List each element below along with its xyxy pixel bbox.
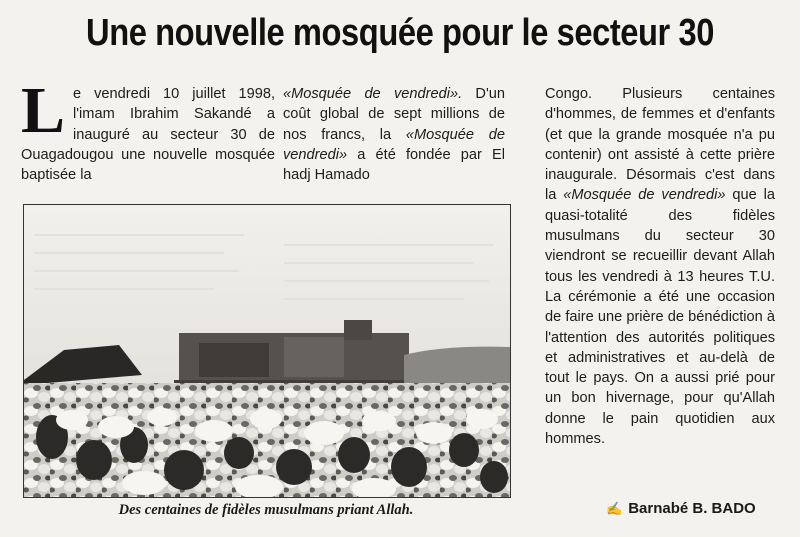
article-text: D'un coût global de sept millions de nos francs, la [283,86,505,143]
article-text: e vendredi 10 juillet 1998, l'imam Ibrahim Sakandé a inauguré au secteur 30 de Ouagadougou une nouvelle mosquée baptisée la [21,86,275,184]
article-column-1 [21,74,275,185]
article-text: a été fondée par El hadj Hamado [283,146,505,184]
article-text: que la quasi-totalité des fidèles musulmans du secteur 30 viendront se recueillir devant Allah tous les vendredi à 13 heures T.U. La cérémonie a été une occasion de faire une prière de bénédiction à l'attention des autorités politiques et administratives et au-delà de tout le pays. On a aussi prié pour un bon hivernage, pour qu'Allah donne le pain quotidien aux hommes. [545,187,775,448]
pen-icon: ✍ [606,501,623,516]
author-name: Barnabé B. BADO [628,500,756,517]
quote-mosque-name: «Mosquée de vendredi» [283,126,505,163]
article-text: Congo. Plusieurs centaines d'hommes, de femmes et d'enfants (et que la grande mosquée n'a pu contenir) ont assisté à cette prière inaugurale. Désormais c'est dans la [545,86,775,204]
photo-caption: Des centaines de fidèles musulmans priant Allah. [118,502,414,518]
byline [606,500,756,517]
quote-mosque-name: «Mosquée de vendredi» [563,187,726,204]
headline: Une nouvelle mosquée pour le secteur 30 [86,12,714,54]
drop-cap: L [21,74,66,147]
quote-mosque-name: «Mosquée de vendredi». [283,86,463,102]
article-column-3 [545,84,775,449]
mosque-crowd-photo [23,204,511,498]
article-column-2 [283,84,505,185]
